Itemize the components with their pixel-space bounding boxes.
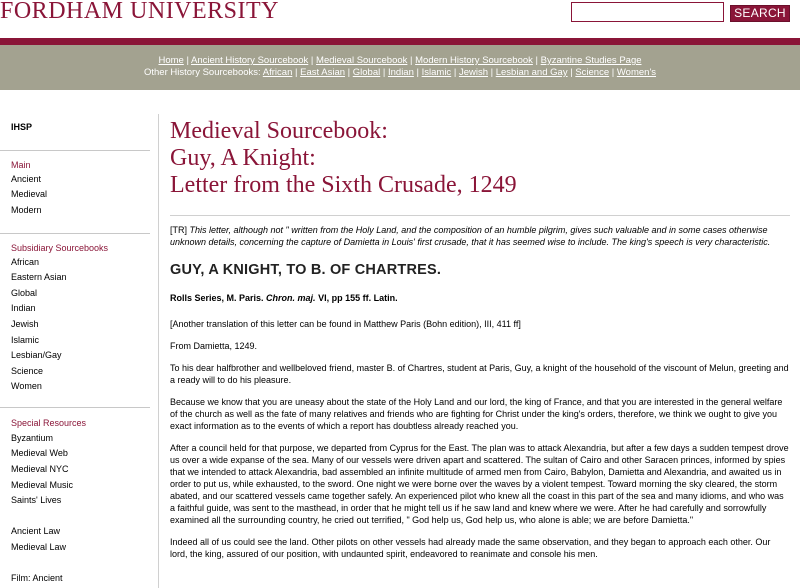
sidebar-item-indian[interactable]: Indian [11, 303, 36, 313]
sidebar-item-global[interactable]: Global [11, 288, 38, 298]
sidebar-item-modern[interactable]: Modern [11, 205, 42, 215]
sidebar-item-medieval-web[interactable]: Medieval Web [11, 448, 68, 458]
header-divider [0, 38, 800, 45]
nav-link-modern[interactable]: Modern History Sourcebook [415, 55, 533, 66]
nav-link-lesbian-gay[interactable]: Lesbian and Gay [495, 67, 568, 78]
main-content [170, 114, 790, 560]
sidebar-item-jewish[interactable]: Jewish [11, 319, 39, 329]
sidebar-item-science[interactable]: Science [11, 366, 44, 376]
nav-link-east-asian[interactable]: East Asian [300, 67, 346, 78]
nav-link-islamic[interactable]: Islamic [421, 67, 452, 78]
source-citation [170, 292, 790, 304]
title-line-3: Letter from the Sixth Crusade, 1249 [170, 172, 517, 198]
university-logo[interactable]: FORDHAM UNIVERSITY [0, 0, 280, 24]
sidebar-item-islamic[interactable]: Islamic [11, 335, 40, 345]
title-line-2: Guy, A Knight: [170, 145, 316, 171]
source-italic: Chron. maj. [266, 293, 316, 303]
sidebar-section-subsidiary: Subsidiary Sourcebooks [11, 243, 109, 253]
search-input[interactable] [571, 2, 724, 22]
intro-tag: [TR] [170, 225, 187, 235]
translation-note: [Another translation of this letter can be found in Matthew Paris (Bohn edition), III, 411 ff] [170, 319, 521, 329]
document-heading: GUY, A KNIGHT, TO B. OF CHARTRES. [170, 262, 442, 278]
sidebar-divider [0, 150, 150, 151]
nav-row-1: Home | Ancient History Sourcebook | Medieval Sourcebook | Modern History Sourcebook | Byzantine Studies Page [158, 55, 642, 66]
paragraph-date: From Damietta, 1249. [170, 341, 258, 351]
nav-link-indian[interactable]: Indian [387, 67, 414, 78]
sidebar [0, 90, 150, 588]
sidebar-item-saints-lives[interactable]: Saints' Lives [11, 495, 62, 505]
sidebar-divider [0, 407, 150, 408]
title-rule [170, 215, 790, 216]
paragraph-reason: Because we know that you are uneasy about the state of the Holy Land and our lord, the king of France, and that you are interested in the general welfare of the church as well as the fate of many relatives and friends who are fighting for Christ under the king's orders, therefore, we think we ought to give you exact information as to the events of which a report has doubtless already reached you. [170, 397, 783, 431]
sidebar-section-special: Special Resources [11, 418, 87, 428]
nav-link-medieval[interactable]: Medieval Sourcebook [316, 55, 408, 66]
sidebar-item-film-ancient[interactable]: Film: Ancient [11, 573, 63, 583]
sidebar-item-medieval-music[interactable]: Medieval Music [11, 480, 74, 490]
page-title [170, 114, 790, 199]
source-pre: Rolls Series, M. Paris. [170, 293, 267, 303]
source-post: VI, pp 155 ff. Latin. [315, 293, 398, 303]
sidebar-ihsp[interactable]: IHSP [11, 122, 33, 132]
search-button[interactable]: SEARCH [730, 5, 790, 22]
title-line-1: Medieval Sourcebook: [170, 118, 388, 144]
sidebar-item-eastern-asian[interactable]: Eastern Asian [11, 272, 67, 282]
nav-link-byzantine[interactable]: Byzantine Studies Page [540, 55, 642, 66]
nav-row2-prefix: Other History Sourcebooks: [143, 67, 261, 78]
intro-paragraph [170, 224, 790, 248]
paragraph-greeting: To his dear halfbrother and wellbeloved friend, master B. of Chartres, student at Paris, Guy, a knight of the household of the viscount of Melun, greeting and a ready will to do his pleasure. [170, 363, 789, 385]
nav-link-global[interactable]: Global [352, 67, 381, 78]
nav-link-african[interactable]: African [262, 67, 293, 78]
sidebar-item-lesbian-gay[interactable]: Lesbian/Gay [11, 350, 62, 360]
sidebar-item-ancient[interactable]: Ancient [11, 174, 42, 184]
nav-row-2: Other History Sourcebooks: African | East Asian | Global | Indian | Islamic | Jewish | Lesbian and Gay | Science | Women's [143, 67, 657, 78]
nav-link-home[interactable]: Home [158, 55, 184, 66]
sidebar-item-ancient-law[interactable]: Ancient Law [11, 526, 61, 536]
sidebar-item-medieval-nyc[interactable]: Medieval NYC [11, 464, 69, 474]
nav-link-ancient[interactable]: Ancient History Sourcebook [191, 55, 309, 66]
intro-text: This letter, although not " written from the Holy Land, and the composition of an humble pilgrim, gives such valuable and in some cases otherwise unknown details, concerning the capture of Damietta in Louis' first crusade, that it has seemed wise to include. The king's speech is very characteristic. [170, 225, 771, 247]
sidebar-item-medieval-law[interactable]: Medieval Law [11, 542, 67, 552]
nav-link-womens[interactable]: Women's [616, 67, 657, 78]
sidebar-item-african[interactable]: African [11, 257, 40, 267]
sidebar-item-medieval[interactable]: Medieval [11, 189, 48, 199]
paragraph-voyage: After a council held for that purpose, we departed from Cyprus for the East. The plan was to attack Alexandria, but after a few days a sudden tempest drove us over a wide expanse of the sea. Many of our vessels were driven apart and scattered. The sultan of Cairo and other Saracen princes, informed by spies that we intended to attack Alexandria, bad assembled an infinite multitude of armed men from Cairo, Babylon, Damietta and Alexandria, and awaited us in order to put us, while exhausted, to the sword. One night we were borne over the waves by a violent tempest. Toward morning the sky cleared, the storm abated, and our scattered vessels came together safely. An experienced pilot who knew all the coast in this part of the sea and many idioms, and who was a faithful guide, was sent to the masthead, in order that he might tell us if he saw land and knew where we were. After he had carefully and sorrowfully examined all the surrounding country, he cried out terrified, " God help us, God help us, who alone is able; we are before Damietta." [170, 443, 789, 525]
top-navigation [0, 45, 800, 90]
nav-link-jewish[interactable]: Jewish [458, 67, 488, 78]
sidebar-section-main: Main [11, 160, 31, 170]
site-header [0, 0, 800, 38]
paragraph-land: Indeed all of us could see the land. Other pilots on other vessels had already made the same observation, and they began to approach each other. Our lord, the king, assured of our position, with undaunted spirit, endeavored to reanimate and console his men. [170, 537, 771, 559]
nav-link-science[interactable]: Science [575, 67, 610, 78]
sidebar-item-women[interactable]: Women [11, 381, 42, 391]
content-divider [158, 114, 159, 588]
sidebar-divider [0, 233, 150, 234]
sidebar-item-byzantium[interactable]: Byzantium [11, 433, 54, 443]
